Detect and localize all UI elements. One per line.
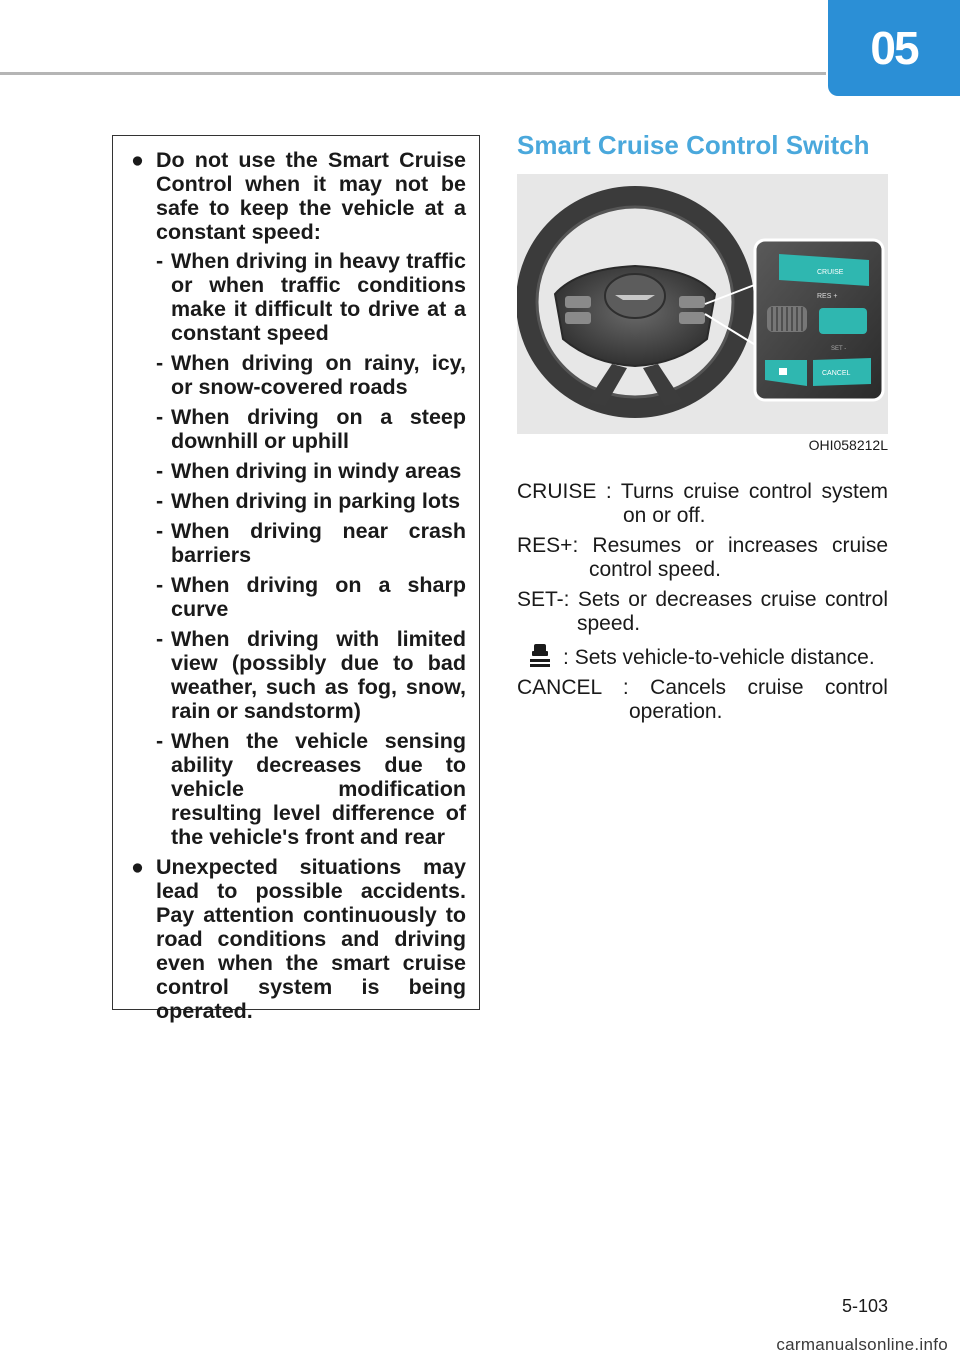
warning-subitem: - When driving on a sharp curve [156, 573, 466, 621]
warning-subitem: - When driving in parking lots [156, 489, 461, 513]
page-number: 5-103 [841, 1296, 888, 1316]
vehicle-distance-icon [525, 642, 555, 670]
warning-subitem: - When driving in windy areas [156, 459, 462, 483]
svg-text:SET -: SET - [831, 346, 847, 352]
bullet-dot-icon: ● [131, 148, 144, 172]
watermark: carmanualsonline.info [776, 1335, 948, 1354]
warning-box [112, 135, 480, 1023]
warning-bullet: ● Unexpected situations may lead to possible accidents. Pay attention continuously to road conditions and driving even when the smart cruise control system is being operated. [131, 855, 466, 1023]
warning-subitem: - When driving with limited view (possibly due to bad weather, such as fog, snow, rain or sandstorm) [156, 627, 466, 723]
warning-subitem: - When driving on a steep downhill or uphill [156, 405, 466, 453]
steering-wheel-illustration [517, 174, 888, 434]
chapter-tab: 05 [828, 0, 960, 96]
definition-res: RES+: Resumes or increases cruise control speed. [517, 534, 889, 581]
right-column [517, 128, 888, 730]
warning-subitem: - When driving in heavy traffic or when traffic conditions make it difficult to drive at a constant speed [156, 249, 466, 345]
svg-text:RES +: RES + [817, 293, 838, 300]
warning-subitem: - When the vehicle sensing ability decreases due to vehicle modification resulting level difference of the vehicle's front and rear [156, 729, 466, 849]
warning-subitem: - When driving on rainy, icy, or snow-covered roads [156, 351, 466, 399]
figure-code: OHI058212L [808, 437, 888, 453]
switch-definitions [517, 480, 888, 724]
bullet-dot-icon: ● [131, 855, 144, 879]
definition-cancel: CANCEL : Cancels cruise control operation. [517, 676, 888, 723]
warning-subitem: - When driving near crash barriers [156, 519, 466, 567]
definition-cruise: CRUISE : Turns cruise control system on or off. [517, 480, 888, 527]
warning-bullet: ● Do not use the Smart Cruise Control when it may not be safe to keep the vehicle at a constant speed: [131, 148, 466, 244]
header-rule [0, 72, 826, 75]
distance-button-illustration [819, 308, 867, 334]
svg-text:CANCEL: CANCEL [822, 370, 851, 377]
steering-wheel-figure [517, 174, 888, 434]
definition-distance: : Sets vehicle-to-vehicle distance. [517, 642, 888, 670]
definition-set: SET-: Sets or decreases cruise control speed. [517, 588, 888, 635]
svg-text:CRUISE: CRUISE [817, 269, 844, 276]
section-title: Smart Cruise Control Switch [517, 130, 870, 160]
